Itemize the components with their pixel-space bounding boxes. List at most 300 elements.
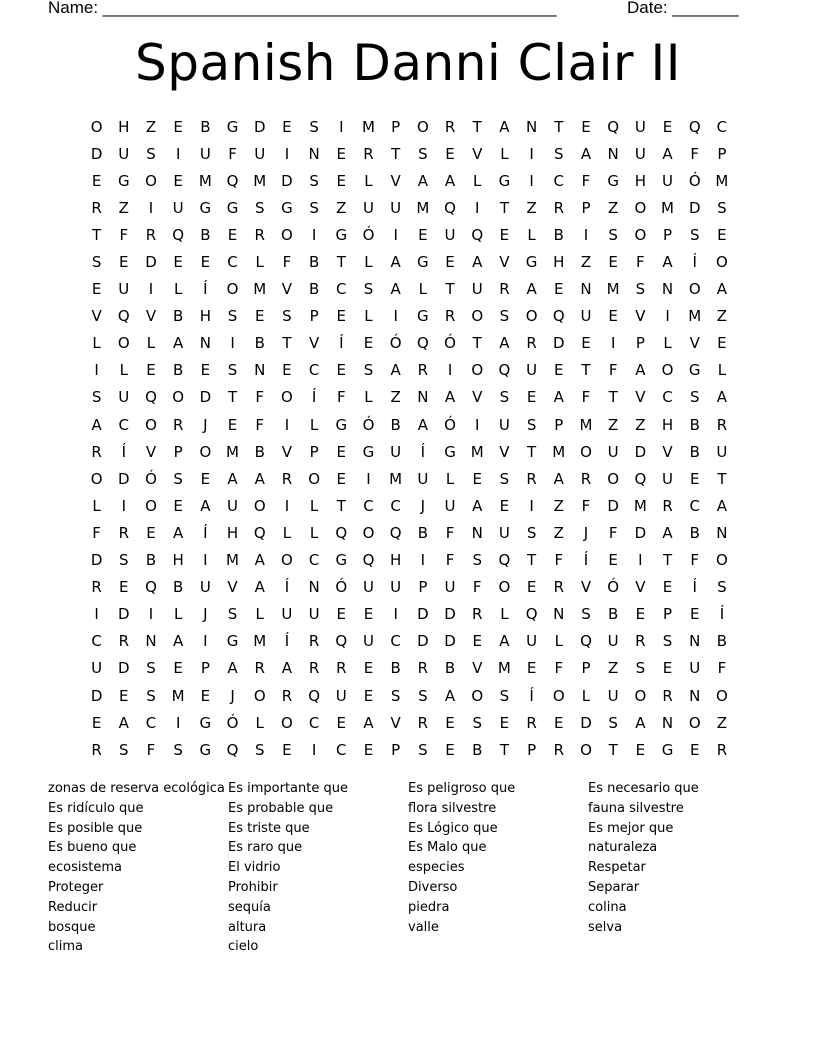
grid-cell[interactable]: R bbox=[254, 225, 265, 244]
grid-cell[interactable]: S bbox=[418, 686, 428, 705]
grid-cell[interactable]: F bbox=[717, 659, 727, 678]
grid-cell[interactable]: F bbox=[255, 388, 265, 407]
grid-cell[interactable]: A bbox=[390, 280, 401, 299]
grid-cell[interactable]: L bbox=[554, 632, 563, 651]
grid-cell[interactable]: R bbox=[553, 740, 564, 759]
grid-cell[interactable]: O bbox=[716, 686, 728, 705]
grid-cell[interactable]: P bbox=[717, 144, 727, 163]
grid-cell[interactable]: Q bbox=[362, 551, 375, 570]
grid-cell[interactable]: Q bbox=[145, 388, 157, 407]
grid-cell[interactable]: N bbox=[145, 632, 157, 651]
grid-cell[interactable]: S bbox=[418, 144, 428, 163]
grid-cell[interactable]: Í bbox=[692, 578, 697, 597]
grid-cell[interactable]: R bbox=[118, 632, 129, 651]
grid-cell[interactable]: F bbox=[690, 551, 700, 570]
grid-cell[interactable]: Q bbox=[335, 632, 348, 651]
grid-cell[interactable]: C bbox=[308, 551, 320, 570]
grid-cell[interactable]: B bbox=[254, 334, 265, 353]
date-field-label[interactable]: Date: _______ bbox=[627, 0, 739, 17]
grid-cell[interactable]: E bbox=[662, 578, 673, 597]
grid-cell[interactable]: R bbox=[254, 659, 265, 678]
grid-cell[interactable]: D bbox=[607, 496, 619, 515]
grid-cell[interactable]: S bbox=[363, 280, 374, 299]
grid-cell[interactable]: A bbox=[390, 253, 401, 272]
grid-cell[interactable]: O bbox=[634, 686, 647, 705]
grid-cell[interactable]: Q bbox=[525, 605, 538, 624]
grid-cell[interactable]: Q bbox=[253, 523, 266, 542]
grid-cell[interactable]: O bbox=[281, 225, 293, 244]
grid-cell[interactable]: U bbox=[254, 144, 266, 163]
grid-cell[interactable]: E bbox=[173, 659, 183, 678]
grid-cell[interactable]: S bbox=[418, 740, 428, 759]
grid-cell[interactable]: E bbox=[282, 117, 292, 136]
grid-cell[interactable]: A bbox=[472, 496, 483, 515]
grid-cell[interactable]: R bbox=[118, 523, 129, 542]
grid-cell[interactable]: Q bbox=[634, 469, 647, 488]
grid-cell[interactable]: H bbox=[172, 551, 184, 570]
grid-cell[interactable]: S bbox=[91, 253, 102, 272]
grid-cell[interactable]: N bbox=[308, 578, 320, 597]
grid-cell[interactable]: A bbox=[526, 280, 537, 299]
grid-cell[interactable]: S bbox=[472, 551, 482, 570]
grid-cell[interactable]: A bbox=[635, 713, 646, 732]
grid-cell[interactable]: D bbox=[118, 659, 130, 678]
grid-cell[interactable]: S bbox=[146, 686, 156, 705]
grid-cell[interactable]: S bbox=[662, 632, 673, 651]
grid-cell[interactable]: A bbox=[200, 496, 211, 515]
grid-cell[interactable]: S bbox=[227, 605, 238, 624]
grid-cell[interactable]: O bbox=[580, 740, 592, 759]
grid-cell[interactable]: O bbox=[416, 117, 429, 136]
grid-cell[interactable]: U bbox=[444, 578, 456, 597]
grid-cell[interactable]: E bbox=[554, 361, 564, 380]
grid-cell[interactable]: L bbox=[255, 605, 264, 624]
grid-cell[interactable]: M bbox=[552, 442, 566, 461]
grid-cell[interactable]: P bbox=[391, 740, 401, 759]
grid-cell[interactable]: V bbox=[662, 442, 673, 461]
grid-cell[interactable]: G bbox=[525, 253, 538, 272]
grid-cell[interactable]: I bbox=[393, 225, 398, 244]
grid-cell[interactable]: B bbox=[444, 659, 456, 678]
grid-cell[interactable]: D bbox=[253, 117, 266, 136]
grid-cell[interactable]: A bbox=[499, 117, 510, 136]
grid-cell[interactable]: F bbox=[146, 740, 156, 759]
grid-cell[interactable]: G bbox=[199, 198, 212, 217]
grid-cell[interactable]: E bbox=[608, 307, 618, 326]
grid-cell[interactable]: R bbox=[580, 469, 592, 488]
grid-cell[interactable]: D bbox=[417, 605, 429, 624]
grid-cell[interactable]: I bbox=[148, 605, 154, 624]
grid-cell[interactable]: Z bbox=[716, 307, 728, 326]
grid-cell[interactable]: V bbox=[635, 307, 646, 326]
grid-cell[interactable]: U bbox=[662, 469, 674, 488]
grid-cell[interactable]: S bbox=[363, 361, 374, 380]
grid-cell[interactable]: O bbox=[552, 686, 565, 705]
grid-cell[interactable]: E bbox=[445, 740, 455, 759]
grid-cell[interactable]: O bbox=[471, 686, 484, 705]
grid-cell[interactable]: E bbox=[526, 659, 537, 678]
grid-cell[interactable]: L bbox=[309, 523, 319, 542]
grid-cell[interactable]: G bbox=[226, 117, 239, 136]
grid-cell[interactable]: L bbox=[146, 334, 156, 353]
grid-cell[interactable]: Í bbox=[420, 442, 426, 461]
grid-cell[interactable]: U bbox=[662, 171, 674, 190]
grid-cell[interactable]: F bbox=[581, 388, 591, 407]
grid-cell[interactable]: Z bbox=[608, 198, 619, 217]
grid-cell[interactable]: B bbox=[689, 415, 700, 434]
grid-cell[interactable]: R bbox=[499, 280, 510, 299]
grid-cell[interactable]: F bbox=[690, 144, 700, 163]
grid-cell[interactable]: Z bbox=[118, 198, 129, 217]
grid-cell[interactable]: O bbox=[634, 198, 647, 217]
grid-cell[interactable]: P bbox=[635, 334, 645, 353]
grid-cell[interactable]: B bbox=[200, 117, 211, 136]
grid-cell[interactable]: Q bbox=[444, 198, 456, 217]
grid-cell[interactable]: S bbox=[254, 740, 265, 759]
grid-cell[interactable]: A bbox=[662, 253, 673, 272]
grid-cell[interactable]: E bbox=[445, 253, 455, 272]
grid-cell[interactable]: S bbox=[499, 686, 510, 705]
grid-cell[interactable]: S bbox=[635, 280, 646, 299]
grid-cell[interactable]: R bbox=[91, 198, 102, 217]
grid-cell[interactable]: U bbox=[308, 605, 320, 624]
grid-cell[interactable]: C bbox=[308, 713, 320, 732]
grid-cell[interactable]: B bbox=[390, 415, 401, 434]
grid-cell[interactable]: E bbox=[200, 686, 211, 705]
grid-cell[interactable]: S bbox=[146, 144, 156, 163]
grid-cell[interactable]: G bbox=[362, 442, 375, 461]
grid-cell[interactable]: C bbox=[363, 496, 374, 515]
grid-cell[interactable]: G bbox=[417, 253, 429, 272]
grid-cell[interactable]: A bbox=[173, 334, 184, 353]
grid-cell[interactable]: B bbox=[145, 551, 157, 570]
grid-cell[interactable]: C bbox=[336, 280, 347, 299]
grid-cell[interactable]: B bbox=[417, 523, 428, 542]
grid-cell[interactable]: M bbox=[253, 280, 267, 299]
grid-cell[interactable]: O bbox=[525, 307, 538, 326]
grid-cell[interactable]: E bbox=[662, 659, 673, 678]
grid-cell[interactable]: U bbox=[362, 632, 374, 651]
grid-cell[interactable]: S bbox=[390, 686, 401, 705]
grid-cell[interactable]: P bbox=[391, 117, 401, 136]
grid-cell[interactable]: C bbox=[145, 713, 157, 732]
grid-cell[interactable]: I bbox=[284, 144, 290, 163]
grid-cell[interactable]: B bbox=[553, 225, 564, 244]
grid-cell[interactable]: O bbox=[716, 551, 728, 570]
grid-cell[interactable]: H bbox=[199, 307, 211, 326]
grid-cell[interactable]: D bbox=[145, 253, 157, 272]
grid-cell[interactable]: Z bbox=[580, 253, 592, 272]
grid-cell[interactable]: T bbox=[608, 740, 618, 759]
grid-cell[interactable]: S bbox=[173, 469, 183, 488]
grid-cell[interactable]: Q bbox=[117, 307, 130, 326]
grid-cell[interactable]: L bbox=[500, 144, 509, 163]
grid-cell[interactable]: U bbox=[227, 496, 239, 515]
grid-cell[interactable]: N bbox=[471, 523, 483, 542]
grid-cell[interactable]: C bbox=[689, 496, 700, 515]
grid-cell[interactable]: E bbox=[717, 225, 727, 244]
grid-cell[interactable]: I bbox=[175, 713, 181, 732]
grid-cell[interactable]: A bbox=[363, 713, 374, 732]
grid-cell[interactable]: T bbox=[92, 225, 102, 244]
grid-cell[interactable]: B bbox=[608, 605, 619, 624]
grid-cell[interactable]: A bbox=[390, 361, 401, 380]
grid-cell[interactable]: E bbox=[227, 225, 238, 244]
grid-cell[interactable]: A bbox=[281, 659, 293, 678]
grid-cell[interactable]: Í bbox=[719, 605, 725, 624]
grid-cell[interactable]: U bbox=[281, 605, 293, 624]
grid-cell[interactable]: S bbox=[309, 171, 319, 190]
grid-cell[interactable]: Z bbox=[608, 659, 619, 678]
grid-cell[interactable]: D bbox=[281, 171, 293, 190]
grid-cell[interactable]: R bbox=[472, 605, 483, 624]
grid-cell[interactable]: E bbox=[608, 551, 618, 570]
grid-cell[interactable]: E bbox=[363, 605, 374, 624]
grid-cell[interactable]: D bbox=[199, 388, 212, 407]
grid-cell[interactable]: L bbox=[473, 171, 482, 190]
grid-cell[interactable]: G bbox=[607, 171, 619, 190]
grid-cell[interactable]: U bbox=[390, 442, 402, 461]
grid-cell[interactable]: L bbox=[282, 523, 292, 542]
grid-cell[interactable]: Z bbox=[553, 496, 564, 515]
grid-cell[interactable]: M bbox=[226, 551, 239, 570]
grid-cell[interactable]: R bbox=[444, 307, 456, 326]
grid-cell[interactable]: F bbox=[581, 496, 591, 515]
grid-cell[interactable]: U bbox=[199, 144, 211, 163]
grid-cell[interactable]: G bbox=[199, 713, 212, 732]
grid-cell[interactable]: I bbox=[311, 740, 317, 759]
grid-cell[interactable]: B bbox=[254, 442, 265, 461]
grid-cell[interactable]: C bbox=[390, 496, 401, 515]
grid-cell[interactable]: A bbox=[227, 659, 238, 678]
grid-cell[interactable]: Q bbox=[145, 578, 157, 597]
grid-cell[interactable]: D bbox=[634, 523, 647, 542]
grid-cell[interactable]: G bbox=[226, 632, 239, 651]
grid-cell[interactable]: R bbox=[662, 496, 673, 515]
grid-cell[interactable]: E bbox=[336, 442, 347, 461]
grid-cell[interactable]: U bbox=[444, 225, 456, 244]
grid-cell[interactable]: Í bbox=[284, 632, 290, 651]
grid-cell[interactable]: V bbox=[635, 388, 646, 407]
grid-cell[interactable]: U bbox=[498, 415, 510, 434]
grid-cell[interactable]: O bbox=[471, 361, 484, 380]
grid-cell[interactable]: U bbox=[634, 144, 646, 163]
grid-cell[interactable]: T bbox=[391, 144, 401, 163]
grid-cell[interactable]: Q bbox=[580, 632, 592, 651]
grid-cell[interactable]: O bbox=[145, 171, 157, 190]
grid-cell[interactable]: Ó bbox=[226, 713, 239, 732]
grid-cell[interactable]: P bbox=[663, 605, 673, 624]
grid-cell[interactable]: B bbox=[716, 632, 728, 651]
grid-cell[interactable]: F bbox=[581, 171, 591, 190]
grid-cell[interactable]: E bbox=[363, 659, 374, 678]
grid-cell[interactable]: A bbox=[662, 523, 673, 542]
grid-cell[interactable]: F bbox=[636, 253, 645, 272]
grid-cell[interactable]: F bbox=[282, 253, 292, 272]
grid-cell[interactable]: V bbox=[281, 442, 293, 461]
grid-cell[interactable]: Ó bbox=[607, 578, 620, 597]
grid-cell[interactable]: V bbox=[281, 280, 293, 299]
grid-cell[interactable]: R bbox=[363, 144, 374, 163]
grid-cell[interactable]: E bbox=[526, 388, 537, 407]
grid-cell[interactable]: O bbox=[498, 578, 511, 597]
grid-cell[interactable]: T bbox=[227, 388, 238, 407]
grid-cell[interactable]: E bbox=[173, 171, 183, 190]
grid-cell[interactable]: P bbox=[663, 225, 673, 244]
grid-cell[interactable]: S bbox=[309, 198, 319, 217]
grid-cell[interactable]: G bbox=[688, 361, 701, 380]
grid-cell[interactable]: M bbox=[579, 415, 593, 434]
grid-cell[interactable]: E bbox=[608, 253, 618, 272]
grid-cell[interactable]: N bbox=[607, 144, 619, 163]
grid-cell[interactable]: B bbox=[173, 361, 184, 380]
grid-cell[interactable]: P bbox=[200, 659, 210, 678]
grid-cell[interactable]: A bbox=[254, 469, 265, 488]
grid-cell[interactable]: V bbox=[91, 307, 102, 326]
grid-cell[interactable]: R bbox=[662, 686, 673, 705]
grid-cell[interactable]: E bbox=[336, 605, 347, 624]
grid-cell[interactable]: S bbox=[146, 659, 156, 678]
grid-cell[interactable]: E bbox=[119, 253, 129, 272]
grid-cell[interactable]: V bbox=[145, 307, 157, 326]
grid-cell[interactable]: R bbox=[172, 415, 184, 434]
grid-cell[interactable]: A bbox=[716, 388, 728, 407]
grid-cell[interactable]: S bbox=[717, 578, 727, 597]
grid-cell[interactable]: O bbox=[281, 388, 293, 407]
grid-cell[interactable]: L bbox=[418, 280, 428, 299]
grid-cell[interactable]: E bbox=[173, 117, 183, 136]
grid-cell[interactable]: L bbox=[309, 415, 319, 434]
grid-cell[interactable]: E bbox=[689, 469, 700, 488]
grid-cell[interactable]: R bbox=[308, 632, 320, 651]
grid-cell[interactable]: B bbox=[472, 740, 483, 759]
grid-cell[interactable]: N bbox=[689, 632, 701, 651]
grid-cell[interactable]: R bbox=[526, 713, 537, 732]
grid-cell[interactable]: T bbox=[662, 551, 673, 570]
grid-cell[interactable]: O bbox=[281, 551, 293, 570]
grid-cell[interactable]: O bbox=[253, 686, 266, 705]
grid-cell[interactable]: T bbox=[336, 253, 346, 272]
grid-cell[interactable]: V bbox=[308, 334, 320, 353]
grid-cell[interactable]: C bbox=[227, 253, 238, 272]
grid-cell[interactable]: E bbox=[173, 253, 183, 272]
grid-cell[interactable]: L bbox=[309, 496, 319, 515]
grid-cell[interactable]: E bbox=[336, 469, 347, 488]
grid-cell[interactable]: I bbox=[529, 496, 534, 515]
grid-cell[interactable]: R bbox=[444, 117, 456, 136]
grid-cell[interactable]: O bbox=[716, 253, 728, 272]
grid-cell[interactable]: C bbox=[553, 171, 565, 190]
grid-cell[interactable]: L bbox=[92, 496, 101, 515]
grid-cell[interactable]: P bbox=[527, 740, 537, 759]
grid-cell[interactable]: A bbox=[254, 578, 265, 597]
grid-cell[interactable]: U bbox=[362, 578, 374, 597]
grid-cell[interactable]: I bbox=[393, 605, 398, 624]
grid-cell[interactable]: A bbox=[91, 415, 102, 434]
grid-cell[interactable]: H bbox=[661, 415, 674, 434]
grid-cell[interactable]: E bbox=[445, 144, 455, 163]
grid-cell[interactable]: T bbox=[717, 469, 727, 488]
grid-cell[interactable]: I bbox=[94, 605, 99, 624]
grid-cell[interactable]: E bbox=[146, 361, 156, 380]
grid-cell[interactable]: U bbox=[580, 307, 592, 326]
grid-cell[interactable]: T bbox=[445, 280, 455, 299]
grid-cell[interactable]: J bbox=[583, 523, 589, 542]
grid-cell[interactable]: R bbox=[417, 361, 429, 380]
grid-cell[interactable]: C bbox=[336, 740, 347, 759]
grid-cell[interactable]: E bbox=[91, 171, 102, 190]
grid-cell[interactable]: L bbox=[500, 605, 509, 624]
grid-cell[interactable]: M bbox=[171, 686, 185, 705]
grid-cell[interactable]: F bbox=[554, 551, 564, 570]
grid-cell[interactable]: Z bbox=[145, 117, 157, 136]
grid-cell[interactable]: E bbox=[689, 740, 700, 759]
grid-cell[interactable]: P bbox=[309, 442, 319, 461]
grid-cell[interactable]: L bbox=[581, 686, 591, 705]
grid-cell[interactable]: E bbox=[554, 713, 564, 732]
grid-cell[interactable]: V bbox=[472, 388, 483, 407]
grid-cell[interactable]: V bbox=[499, 442, 510, 461]
grid-cell[interactable]: S bbox=[173, 740, 183, 759]
grid-cell[interactable]: A bbox=[553, 388, 564, 407]
grid-cell[interactable]: S bbox=[635, 659, 646, 678]
grid-cell[interactable]: A bbox=[499, 334, 510, 353]
grid-cell[interactable]: B bbox=[689, 523, 700, 542]
grid-cell[interactable]: O bbox=[580, 442, 592, 461]
grid-cell[interactable]: I bbox=[148, 198, 154, 217]
grid-cell[interactable]: L bbox=[364, 171, 373, 190]
grid-cell[interactable]: C bbox=[118, 415, 130, 434]
grid-cell[interactable]: U bbox=[199, 578, 211, 597]
grid-cell[interactable]: Q bbox=[172, 225, 185, 244]
grid-cell[interactable]: E bbox=[91, 280, 102, 299]
grid-cell[interactable]: O bbox=[90, 117, 103, 136]
grid-cell[interactable]: V bbox=[472, 144, 483, 163]
grid-cell[interactable]: O bbox=[90, 469, 103, 488]
grid-cell[interactable]: F bbox=[228, 144, 237, 163]
grid-cell[interactable]: F bbox=[92, 523, 101, 542]
grid-cell[interactable]: R bbox=[716, 415, 728, 434]
grid-cell[interactable]: T bbox=[282, 334, 292, 353]
grid-cell[interactable]: N bbox=[580, 280, 592, 299]
grid-cell[interactable]: U bbox=[172, 198, 184, 217]
grid-cell[interactable]: E bbox=[526, 578, 537, 597]
grid-cell[interactable]: G bbox=[199, 740, 212, 759]
grid-cell[interactable]: A bbox=[254, 551, 265, 570]
grid-cell[interactable]: H bbox=[226, 523, 239, 542]
grid-cell[interactable]: M bbox=[470, 442, 484, 461]
grid-cell[interactable]: E bbox=[146, 523, 156, 542]
grid-cell[interactable]: U bbox=[390, 198, 402, 217]
grid-cell[interactable]: M bbox=[688, 307, 702, 326]
grid-cell[interactable]: Í bbox=[121, 442, 126, 461]
grid-cell[interactable]: S bbox=[119, 551, 129, 570]
grid-cell[interactable]: B bbox=[390, 659, 401, 678]
grid-cell[interactable]: A bbox=[118, 713, 129, 732]
grid-cell[interactable]: A bbox=[173, 632, 184, 651]
grid-cell[interactable]: I bbox=[148, 280, 154, 299]
grid-cell[interactable]: P bbox=[418, 578, 428, 597]
grid-cell[interactable]: D bbox=[688, 198, 701, 217]
grid-cell[interactable]: Z bbox=[608, 415, 619, 434]
name-field-label[interactable]: Name: ________________________________________________ bbox=[48, 0, 557, 17]
grid-cell[interactable]: S bbox=[119, 740, 129, 759]
grid-cell[interactable]: E bbox=[336, 713, 347, 732]
grid-cell[interactable]: U bbox=[362, 198, 374, 217]
grid-cell[interactable]: C bbox=[308, 361, 320, 380]
grid-cell[interactable]: R bbox=[635, 632, 646, 651]
grid-cell[interactable]: F bbox=[608, 523, 618, 542]
